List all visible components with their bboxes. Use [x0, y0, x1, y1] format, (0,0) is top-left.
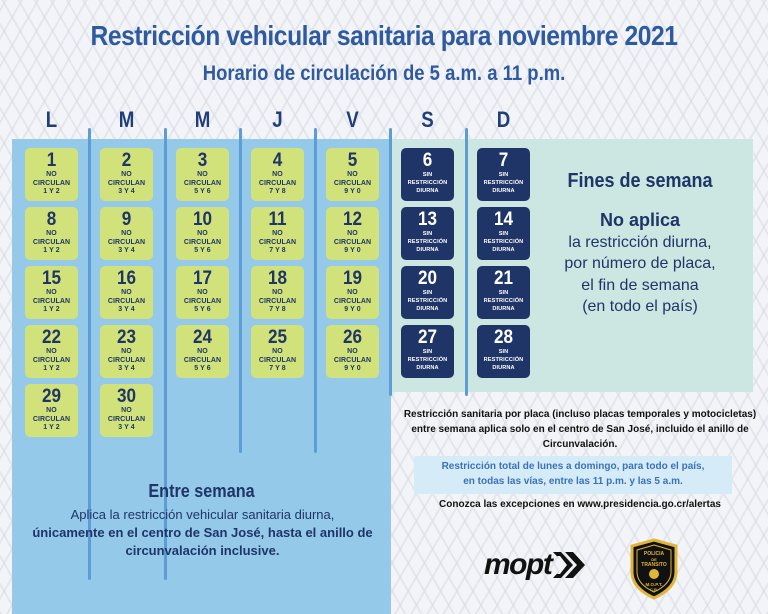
day-number: 11 — [268, 209, 287, 230]
weekend-day-cell — [477, 148, 530, 201]
day-number: 6 — [422, 150, 433, 171]
cell-label: NO — [347, 348, 358, 355]
plate-digits: 9 Y 0 — [344, 365, 361, 372]
cell-label: NO — [46, 171, 57, 178]
day-number: 24 — [192, 327, 213, 348]
cell-label: SIN — [422, 231, 433, 237]
weekend-day-cell — [477, 325, 530, 378]
weekend-day-cell — [477, 207, 530, 260]
police-badge-icon — [628, 538, 680, 600]
column-divider — [239, 128, 242, 453]
day-number: 21 — [493, 268, 514, 289]
day-number: 15 — [41, 268, 62, 289]
day-number: 26 — [342, 327, 363, 348]
day-number: 30 — [116, 386, 137, 407]
weekday-day-cell — [25, 325, 78, 378]
weekday-day-cell — [100, 266, 153, 319]
cell-label: NO — [272, 171, 283, 178]
day-number: 10 — [192, 209, 213, 230]
mopt-wordmark: mopt — [484, 548, 552, 581]
cell-label: RESTRICCIÓN — [483, 239, 524, 245]
plate-digits: 7 Y 8 — [269, 306, 286, 313]
weekday-day-cell — [326, 266, 379, 319]
day-header: V — [346, 107, 359, 132]
cell-label: SIN — [498, 231, 509, 237]
day-number: 27 — [417, 327, 438, 348]
day-number: 7 — [498, 150, 509, 171]
day-number: 28 — [493, 327, 514, 348]
mopt-logo — [484, 548, 591, 582]
cell-label: CIRCULAN — [32, 238, 71, 246]
cell-label: RESTRICCIÓN — [407, 357, 448, 363]
column-divider — [389, 128, 392, 396]
plate-digits: 1 Y 2 — [43, 188, 60, 195]
weekday-day-cell — [100, 207, 153, 260]
weekday-day-cell — [25, 384, 78, 437]
day-number: 1 — [46, 150, 57, 171]
plate-digits: 9 Y 0 — [344, 188, 361, 195]
weekday-day-cell — [25, 266, 78, 319]
cell-label: CIRCULAN — [107, 238, 146, 246]
plate-digits: 3 Y 4 — [118, 306, 135, 313]
cell-label: NO — [347, 171, 358, 178]
cell-label: DIURNA — [416, 365, 439, 371]
plate-digits: 9 Y 0 — [344, 247, 361, 254]
weekday-day-cell — [251, 266, 304, 319]
cell-label: DIURNA — [492, 365, 515, 371]
plate-digits: 5 Y 6 — [194, 247, 211, 254]
plate-digits: 5 Y 6 — [194, 188, 211, 195]
cell-label: NO — [46, 407, 57, 414]
cell-label: DIURNA — [492, 247, 515, 253]
day-number: 12 — [342, 209, 363, 230]
weekday-day-cell — [176, 325, 229, 378]
weekday-day-cell — [326, 207, 379, 260]
day-header: D — [496, 107, 511, 132]
total-restriction-line: Restricción total de lunes a domingo, para todo el país, — [441, 461, 705, 472]
day-number: 25 — [267, 327, 288, 348]
weekend-day-cell — [401, 266, 454, 319]
weekday-day-cell — [100, 325, 153, 378]
day-number: 18 — [267, 268, 288, 289]
cell-label: NO — [46, 230, 57, 237]
cell-label: DIURNA — [416, 306, 439, 312]
plate-digits: 3 Y 4 — [118, 188, 135, 195]
day-number: 14 — [493, 209, 514, 230]
day-number: 2 — [121, 150, 132, 171]
cell-label: SIN — [422, 172, 433, 178]
cell-label: RESTRICCIÓN — [483, 357, 524, 363]
day-number: 4 — [272, 150, 283, 171]
cell-label: RESTRICCIÓN — [483, 180, 524, 186]
day-header: S — [421, 107, 434, 132]
exceptions-link[interactable]: Conozca las excepciones en www.presidencia.go.cr/alertas — [439, 499, 721, 510]
cell-label: NO — [46, 348, 57, 355]
day-number: 13 — [417, 209, 438, 230]
cell-label: NO — [121, 230, 132, 237]
cell-label: RESTRICCIÓN — [407, 239, 448, 245]
plate-digits: 1 Y 2 — [43, 306, 60, 313]
cell-label: CIRCULAN — [32, 179, 71, 187]
cell-label: SIN — [422, 349, 433, 355]
day-number: 5 — [347, 150, 358, 171]
weekend-day-cell — [401, 148, 454, 201]
day-number: 20 — [417, 268, 438, 289]
cell-label: SIN — [498, 172, 509, 178]
weekday-day-cell — [251, 148, 304, 201]
cell-label: NO — [46, 289, 57, 296]
plate-digits: 7 Y 8 — [269, 188, 286, 195]
day-number: 16 — [116, 268, 137, 289]
cell-label: RESTRICCIÓN — [407, 180, 448, 186]
plate-digits: 5 Y 6 — [194, 365, 211, 372]
cell-label: DIURNA — [492, 306, 515, 312]
day-number: 29 — [41, 386, 62, 407]
weekend-line: (en todo el país) — [582, 298, 698, 315]
cell-label: NO — [197, 171, 208, 178]
svg-text:POLICIA: POLICIA — [643, 551, 665, 557]
weekday-day-cell — [326, 325, 379, 378]
weekend-line: el fin de semana — [581, 276, 699, 294]
total-restriction-box — [414, 456, 732, 494]
cell-label: SIN — [422, 290, 433, 296]
weekday-body — [30, 506, 375, 560]
cell-label: CIRCULAN — [333, 179, 372, 187]
cell-label: DIURNA — [492, 188, 515, 194]
plate-digits: 3 Y 4 — [118, 247, 135, 254]
weekday-day-cell — [25, 207, 78, 260]
weekend-day-cell — [401, 207, 454, 260]
column-divider — [465, 128, 468, 396]
plate-digits: 1 Y 2 — [43, 247, 60, 254]
cell-label: CIRCULAN — [258, 238, 297, 246]
cell-label: CIRCULAN — [107, 415, 146, 423]
cell-label: NO — [197, 348, 208, 355]
cell-label: NO — [197, 289, 208, 296]
weekend-day-cell — [401, 325, 454, 378]
cell-label: CIRCULAN — [258, 179, 297, 187]
svg-text:C.R.: C.R. — [650, 587, 658, 592]
day-header: L — [45, 107, 58, 132]
cell-label: NO — [347, 289, 358, 296]
cell-label: CIRCULAN — [333, 297, 372, 305]
weekday-line: Aplica la restricción vehicular sanitaria diurna, — [70, 507, 335, 522]
cell-label: NO — [347, 230, 358, 237]
day-header: M — [194, 107, 211, 132]
cell-label: CIRCULAN — [258, 356, 297, 364]
weekday-day-cell — [100, 384, 153, 437]
cell-label: DIURNA — [416, 247, 439, 253]
cell-label: RESTRICCIÓN — [483, 298, 524, 304]
weekday-day-cell — [176, 148, 229, 201]
page-title: Restricción vehicular sanitaria para noviembre 2021 — [90, 20, 678, 51]
chevrons-icon — [551, 550, 591, 580]
cell-label: CIRCULAN — [107, 179, 146, 187]
cell-label: NO — [272, 289, 283, 296]
weekday-bold-text: únicamente en el centro de San José, hasta el anillo de circunvalación inclusive. — [32, 525, 373, 558]
weekday-day-cell — [100, 148, 153, 201]
cell-label: CIRCULAN — [183, 238, 222, 246]
cell-label: CIRCULAN — [183, 356, 222, 364]
cell-label: NO — [121, 407, 132, 414]
cell-label: NO — [121, 289, 132, 296]
cell-label: CIRCULAN — [32, 415, 71, 423]
cell-label: RESTRICCIÓN — [407, 298, 448, 304]
cell-label: CIRCULAN — [258, 297, 297, 305]
plate-restriction-notice: Restricción sanitaria por placa (incluso placas temporales y motocicletas) entre semana aplica solo en el centro de San José, incluido el anillo de Circunvalación. — [403, 409, 757, 450]
cell-label: SIN — [498, 349, 509, 355]
page-subtitle: Horario de circulación de 5 a.m. a 11 p.m. — [202, 62, 566, 85]
plate-digits: 3 Y 4 — [118, 365, 135, 372]
weekend-title: Fines de semana — [567, 170, 713, 192]
plate-digits: 7 Y 8 — [269, 247, 286, 254]
cell-label: NO — [121, 348, 132, 355]
total-restriction-line: en todas las vías, entre las 11 p.m. y las 5 a.m. — [463, 475, 683, 487]
weekday-day-cell — [251, 325, 304, 378]
day-header: M — [118, 107, 135, 132]
cell-label: NO — [272, 348, 283, 355]
weekend-line: por número de placa, — [564, 255, 716, 272]
cell-label: CIRCULAN — [32, 297, 71, 305]
cell-label: CIRCULAN — [183, 179, 222, 187]
cell-label: NO — [121, 171, 132, 178]
cell-label: CIRCULAN — [107, 356, 146, 364]
cell-label: NO — [272, 230, 283, 237]
svg-text:DE: DE — [651, 557, 657, 562]
weekend-strong: No aplica — [599, 210, 681, 230]
day-number: 17 — [192, 268, 213, 289]
column-divider — [314, 128, 317, 453]
cell-label: CIRCULAN — [333, 356, 372, 364]
cell-label: CIRCULAN — [107, 297, 146, 305]
plate-digits: 7 Y 8 — [269, 365, 286, 372]
weekday-day-cell — [326, 148, 379, 201]
plate-digits: 9 Y 0 — [344, 306, 361, 313]
day-number: 19 — [342, 268, 363, 289]
cell-label: SIN — [498, 290, 509, 296]
cell-label: CIRCULAN — [183, 297, 222, 305]
day-header: J — [272, 107, 283, 132]
cell-label: CIRCULAN — [333, 238, 372, 246]
weekday-day-cell — [25, 148, 78, 201]
cell-label: CIRCULAN — [32, 356, 71, 364]
plate-digits: 1 Y 2 — [43, 365, 60, 372]
svg-text:M.O.P.T.: M.O.P.T. — [645, 582, 663, 587]
plate-digits: 3 Y 4 — [118, 424, 135, 431]
weekend-day-cell — [477, 266, 530, 319]
svg-text:TRANSITO: TRANSITO — [641, 562, 667, 568]
plate-digits: 5 Y 6 — [194, 306, 211, 313]
day-number: 22 — [41, 327, 62, 348]
day-number: 9 — [121, 209, 132, 230]
weekday-day-cell — [176, 207, 229, 260]
plate-digits: 1 Y 2 — [43, 424, 60, 431]
day-number: 8 — [46, 209, 57, 230]
weekend-body — [530, 210, 750, 318]
weekday-day-cell — [251, 207, 304, 260]
cell-label: DIURNA — [416, 188, 439, 194]
weekday-title: Entre semana — [148, 481, 255, 501]
day-number: 23 — [116, 327, 137, 348]
day-number: 3 — [197, 150, 208, 171]
cell-label: NO — [197, 230, 208, 237]
weekday-day-cell — [176, 266, 229, 319]
weekend-line: la restricción diurna, — [568, 233, 712, 251]
